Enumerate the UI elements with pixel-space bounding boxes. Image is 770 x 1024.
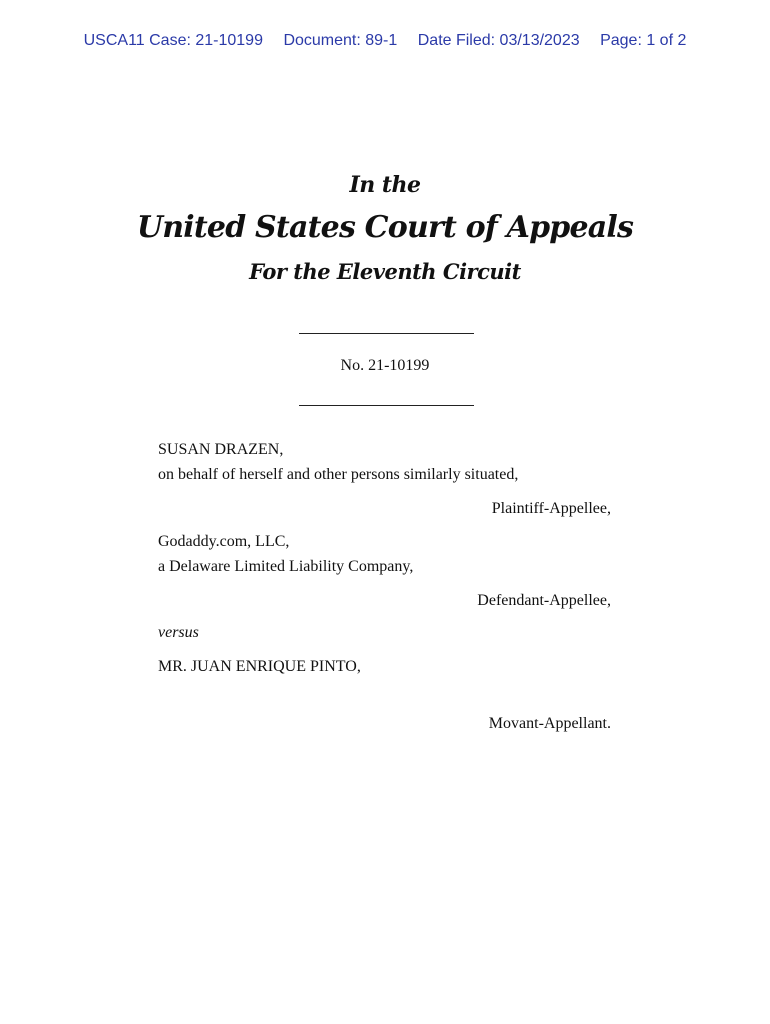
divider-bottom <box>299 405 474 406</box>
plaintiff-role: Plaintiff-Appellee, <box>491 500 611 517</box>
movant-name: MR. JUAN ENRIQUE PINTO, <box>158 658 361 675</box>
movant-role: Movant-Appellant. <box>488 715 611 732</box>
divider-top <box>299 333 474 334</box>
plaintiff-description: on behalf of herself and other persons similarly situated, <box>158 466 519 483</box>
plaintiff-name: SUSAN DRAZEN, <box>158 441 284 458</box>
case-number: No. 21-10199 <box>340 357 430 374</box>
defendant-name: Godaddy.com, LLC, <box>158 533 290 550</box>
caption-in-the: In the <box>349 172 421 198</box>
caption-court-name: United States Court of Appeals <box>136 210 634 245</box>
header-date-filed: Date Filed: 03/13/2023 <box>417 32 580 49</box>
versus-label: versus <box>158 624 199 641</box>
defendant-description: a Delaware Limited Liability Company, <box>158 558 414 575</box>
defendant-role: Defendant-Appellee, <box>477 592 611 609</box>
court-filing-header <box>0 32 770 50</box>
caption-circuit-name: For the Eleventh Circuit <box>249 259 521 284</box>
header-document-number: Document: 89-1 <box>283 32 398 49</box>
header-page-number: Page: 1 of 2 <box>600 32 687 49</box>
header-case-number: USCA11 Case: 21-10199 <box>83 32 263 49</box>
